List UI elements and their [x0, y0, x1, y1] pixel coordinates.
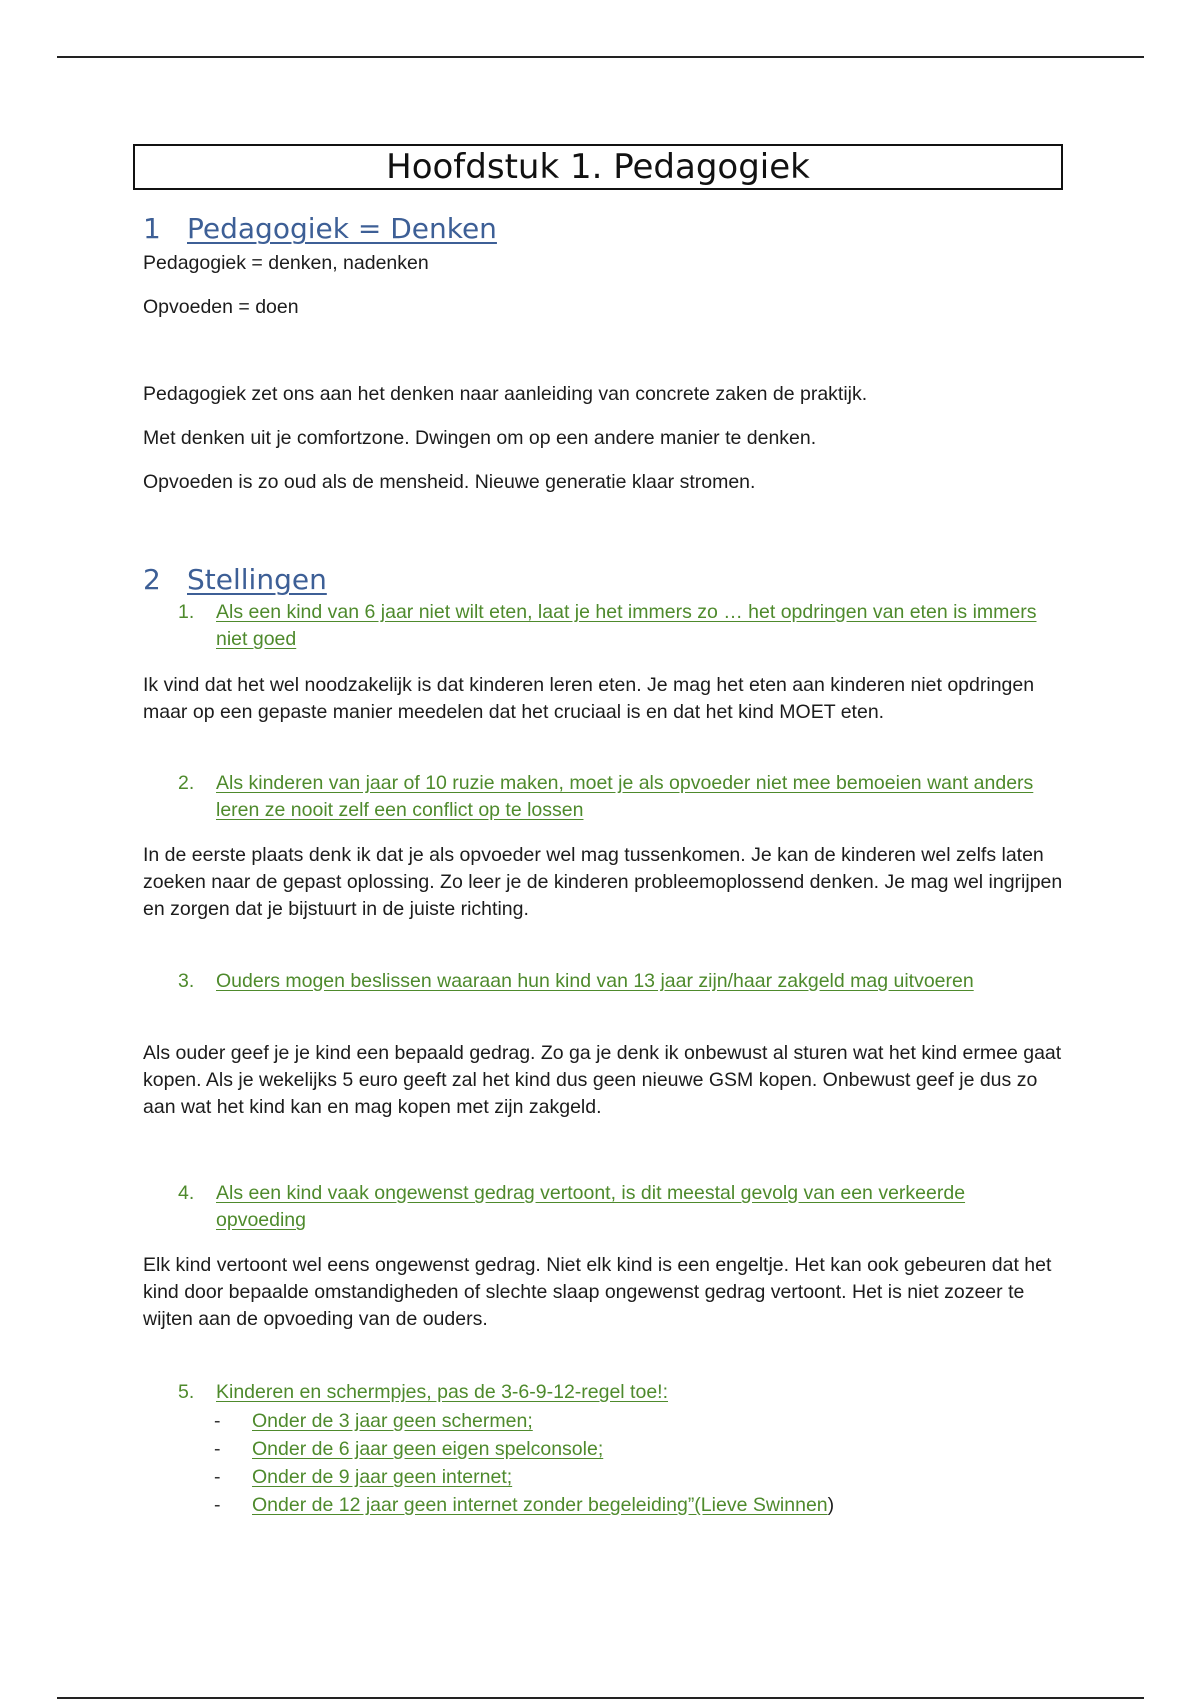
bullet-dash: - [214, 1410, 221, 1432]
section-title: Pedagogiek = Denken [187, 212, 497, 245]
answer-1: Ik vind dat het wel noodzakelijk is dat kinderen leren eten. Je mag het eten aan kinderen niet opdringen maar op een gepaste manier meedelen dat het cruciaal is en dat het kind MOET eten. [143, 674, 1035, 723]
list-item-text: Onder de 3 jaar geen schermen; [252, 1410, 533, 1432]
list-item [214, 1407, 1014, 1435]
statement-4 [178, 1180, 1058, 1234]
statement-5 [178, 1379, 1058, 1406]
statement-number: 5. [178, 1381, 195, 1403]
list-item [214, 1463, 1014, 1491]
section-2-heading [143, 563, 333, 596]
list-item-text: Onder de 12 jaar geen internet zonder begeleiding”(Lieve Swinnen [252, 1494, 828, 1516]
bullet-dash: - [214, 1466, 221, 1488]
section-number: 2 [143, 563, 161, 596]
paragraph: Pedagogiek zet ons aan het denken naar aanleiding van concrete zaken de praktijk. [143, 383, 868, 405]
bullet-dash: - [214, 1494, 221, 1516]
bullet-dash: - [214, 1438, 221, 1460]
statement-text: Als een kind vaak ongewenst gedrag vertoont, is dit meestal gevolg van een verkeerde opvoeding [216, 1182, 966, 1231]
list-item [214, 1435, 1014, 1463]
paragraph: Pedagogiek = denken, nadenken [143, 252, 429, 274]
section-1-heading [143, 212, 503, 245]
rule-list [214, 1407, 1014, 1519]
statement-text: Als kinderen van jaar of 10 ruzie maken, moet je als opvoeder niet mee bemoeien want anders leren ze nooit zelf een conflict op te lossen [216, 772, 1034, 821]
statement-1 [178, 599, 1058, 653]
list-item-text: Onder de 9 jaar geen internet; [252, 1466, 513, 1488]
statement-2 [178, 770, 1058, 824]
statement-number: 1. [178, 601, 195, 623]
closing-paren: ) [827, 1494, 835, 1516]
chapter-title: Hoofdstuk 1. Pedagogiek [133, 144, 1063, 190]
answer-3: Als ouder geef je je kind een bepaald gedrag. Zo ga je denk ik onbewust al sturen wat het kind ermee gaat kopen. Als je wekelijks 5 euro geeft zal het kind dus geen nieuwe GSM kopen. Onbewust geef je dus zo aan wat het kind kan en mag kopen met zijn zakgeld. [143, 1042, 1062, 1118]
statement-3 [178, 968, 1058, 995]
statement-number: 4. [178, 1182, 195, 1204]
statement-text: Als een kind van 6 jaar niet wilt eten, laat je het immers zo … het opdringen van eten is immers niet goed [216, 601, 1037, 650]
statement-text: Kinderen en schermpjes, pas de 3-6-9-12-regel toe!: [216, 1381, 669, 1403]
paragraph: Met denken uit je comfortzone. Dwingen om op een andere manier te denken. [143, 427, 817, 449]
list-item-text: Onder de 6 jaar geen eigen spelconsole; [252, 1438, 604, 1460]
list-item [214, 1491, 1014, 1519]
footer-rule [57, 1697, 1144, 1699]
statement-number: 2. [178, 772, 195, 794]
section-number: 1 [143, 212, 161, 245]
section-title: Stellingen [187, 563, 327, 596]
answer-2: In de eerste plaats denk ik dat je als opvoeder wel mag tussenkomen. Je kan de kinderen wel zelfs laten zoeken naar de gepast oplossing. Zo leer je de kinderen probleemoplossend denken. Je mag wel ingrijpen en zorgen dat je bijstuurt in de juiste richting. [143, 844, 1063, 920]
statement-text: Ouders mogen beslissen waaraan hun kind van 13 jaar zijn/haar zakgeld mag uitvoeren [216, 970, 974, 992]
paragraph: Opvoeden is zo oud als de mensheid. Nieuwe generatie klaar stromen. [143, 471, 756, 493]
paragraph: Opvoeden = doen [143, 296, 299, 318]
answer-4: Elk kind vertoont wel eens ongewenst gedrag. Niet elk kind is een engeltje. Het kan ook gebeuren dat het kind door bepaalde omstandigheden of slechte slaap ongewenst gedrag vertoont. Het is niet zozeer te wijten aan de opvoeding van de ouders. [143, 1254, 1052, 1330]
statement-number: 3. [178, 970, 195, 992]
